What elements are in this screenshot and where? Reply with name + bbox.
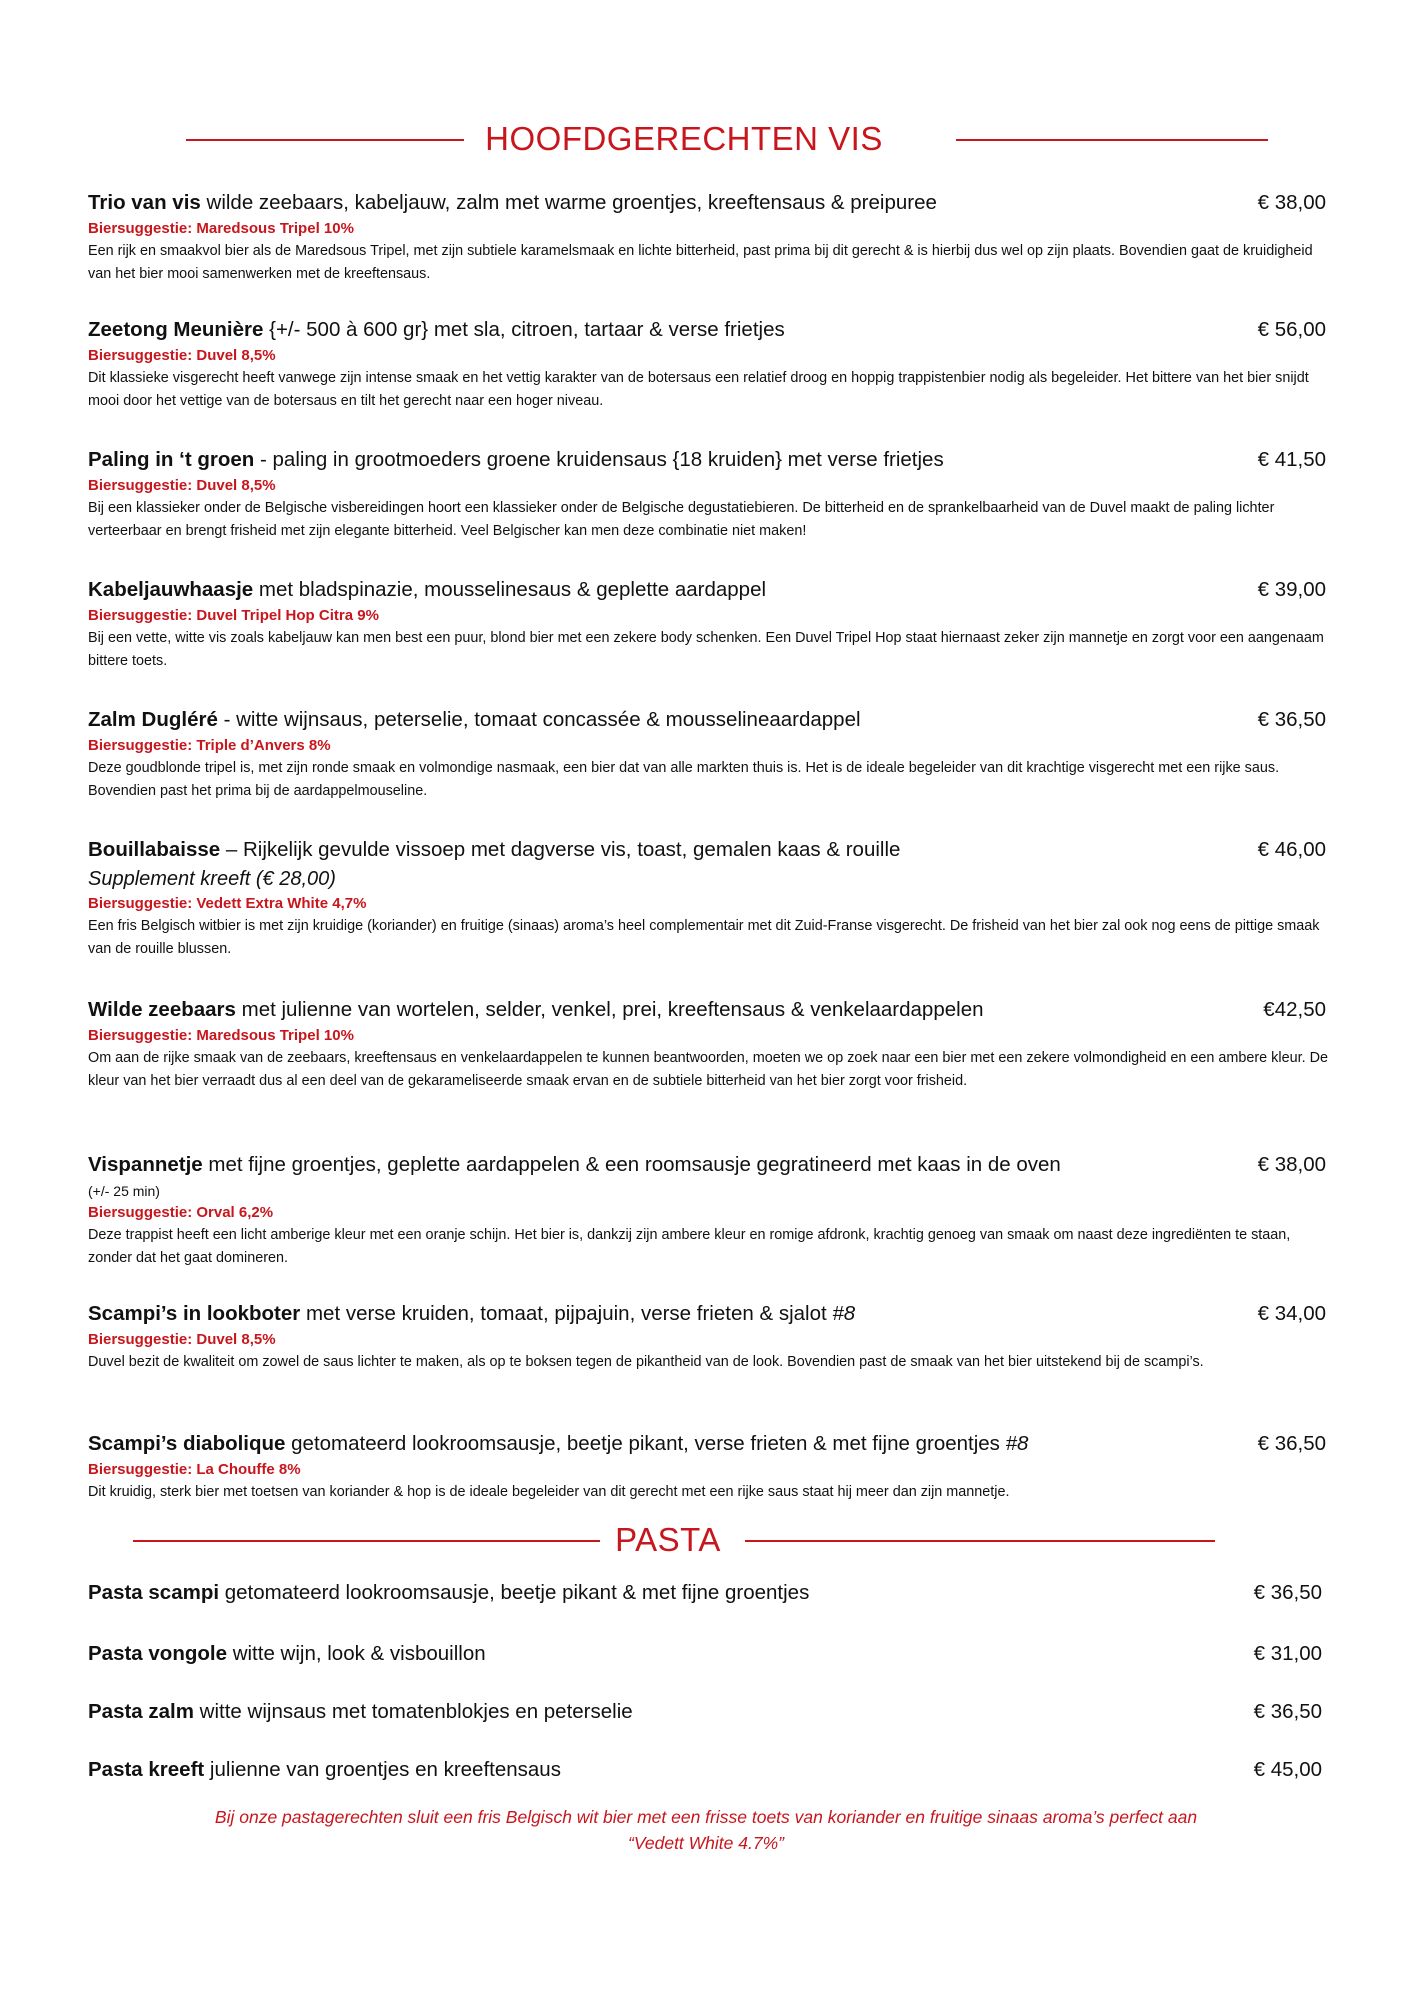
dish-details: {+/- 500 à 600 gr} met sla, citroen, tartaar & verse frietjes: [263, 318, 785, 341]
heading-rule-left: [133, 1540, 600, 1542]
allergen-tag: #8: [1005, 1432, 1029, 1455]
dish-name: Scampi’s diabolique: [88, 1432, 286, 1455]
beer-suggestion: Biersuggestie: Vedett Extra White 4,7%: [88, 895, 367, 912]
dish-title-line: [88, 1697, 1324, 1727]
beer-suggestion: Biersuggestie: Duvel 8,5%: [88, 477, 276, 494]
dish-description: Deze trappist heeft een licht amberige kleur met een oranje schijn. Het bier is, dankzij zijn ambere kleur en romige afdronk, krachtig genoeg van smaak om naast deze ingrediënten te staan, zonder dat het gaat domineren.: [88, 1227, 1291, 1266]
dish-price: € 45,00: [1253, 1758, 1322, 1781]
dish-details: met fijne groentjes, geplette aardappelen & een roomsausje gegratineerd met kaas in de oven: [202, 1153, 1061, 1176]
dish-title-line: [88, 1755, 1324, 1785]
dish-price: € 38,00: [1257, 191, 1326, 214]
beer-suggestion: Biersuggestie: Triple d’Anvers 8%: [88, 737, 331, 754]
dish-details: witte wijn, look & visbouillon: [227, 1642, 486, 1665]
beer-suggestion: Biersuggestie: Maredsous Tripel 10%: [88, 220, 354, 237]
beer-suggestion: Biersuggestie: Duvel 8,5%: [88, 347, 276, 364]
dish-name: Pasta zalm: [88, 1700, 194, 1723]
dish-name: Paling in ‘t groen: [88, 448, 255, 471]
dish-details: - witte wijnsaus, peterselie, tomaat concassée & mousselineaardappel: [217, 708, 861, 731]
heading-rule-right: [745, 1540, 1215, 1542]
dish-scampis-in-lookboter: [88, 1299, 1324, 1374]
beer-suggestion: Biersuggestie: Duvel Tripel Hop Citra 9%: [88, 607, 379, 624]
heading-rule-left: [186, 139, 464, 141]
dish-description: Om aan de rijke smaak van de zeebaars, kreeftensaus en venkelaardappelen te kunnen beantwoorden, moeten we op zoek naar een bier met een zekere volmondigheid en een ambere kleur. De kleur van het bier verraadt dus al een deel van de gekarameliseerde smaak ervan en de subtiele bitterheid van het bier zorgt voor frisheid.: [88, 1050, 1328, 1089]
dish-details: met julienne van wortelen, selder, venkel, prei, kreeftensaus & venkelaardappelen: [235, 998, 984, 1021]
dish-name: Scampi’s in lookboter: [88, 1302, 301, 1325]
dish-name: Pasta vongole: [88, 1642, 227, 1665]
dish-description: Dit klassieke visgerecht heeft vanwege zijn intense smaak en het vettig karakter van de botersaus een relatief droog en hoppig trappistenbier nodig als begeleider. Het bittere van het bier snijdt mooi door het vettige van de botersaus en tilt het gerecht naar een hoger niveau.: [88, 370, 1309, 409]
dish-title-line: [88, 188, 1324, 218]
dish-price: € 36,50: [1253, 1700, 1322, 1723]
dish-title-line: [88, 1639, 1324, 1669]
beer-suggestion: Biersuggestie: Duvel 8,5%: [88, 1331, 276, 1348]
dish-price: € 56,00: [1257, 318, 1326, 341]
dish-description: Deze goudblonde tripel is, met zijn ronde smaak en volmondige nasmaak, een bier dat van alle markten thuis is. Het is de ideale begeleider van dit krachtige visgerecht met een rijke saus. Bovendien past het prima bij de aardappelmouseline.: [88, 760, 1280, 799]
dish-bouillabaisse: [88, 835, 1324, 961]
dish-price: € 46,00: [1257, 838, 1326, 861]
dish-name: Bouillabaisse: [88, 838, 221, 861]
section-title-pasta: PASTA: [615, 1521, 721, 1558]
dish-price: € 31,00: [1253, 1642, 1322, 1665]
section-heading-pasta: [0, 1515, 1412, 1565]
dish-description: Dit kruidig, sterk bier met toetsen van koriander & hop is de ideale begeleider van dit gerecht met een rijke saus staat hij meer dan zijn mannetje.: [88, 1484, 1010, 1500]
dish-description: Bij een klassieker onder de Belgische visbereidingen hoort een klassieker onder de Belgische degustatiebieren. De bitterheid en de sprankelbaarheid van de Duvel maakt de paling lichter verteerbaar en brengt frisheid met zijn elegante bitterheid. Veel Belgischer kan men deze combinatie niet maken!: [88, 500, 1275, 539]
dish-details: witte wijnsaus met tomatenblokjes en peterselie: [193, 1700, 633, 1723]
dish-price: €42,50: [1263, 998, 1326, 1021]
dish-name: Pasta scampi: [88, 1581, 220, 1604]
section-heading-fish: [0, 114, 1412, 164]
dish-name: Trio van vis: [88, 191, 201, 214]
dish-name: Wilde zeebaars: [88, 998, 236, 1021]
dish-price: € 36,50: [1253, 1581, 1322, 1604]
dish-trio-van-vis: [88, 188, 1324, 286]
dish-kabeljauwhaasje: [88, 575, 1324, 673]
dish-description: Een fris Belgisch witbier is met zijn kruidige (koriander) en fruitige (sinaas) aroma’s heel complementair met dit Zuid-Franse visgerecht. De frisheid van het bier zal ook nog eens de pittige smaak van de rouille blussen.: [88, 918, 1320, 957]
dish-title-line: [88, 1150, 1324, 1180]
dish-price: € 36,50: [1257, 708, 1326, 731]
cooking-time-note: (+/- 25 min): [88, 1183, 160, 1199]
dish-pasta-vongole: [88, 1639, 1324, 1669]
dish-price: € 36,50: [1257, 1432, 1326, 1455]
beer-suggestion: Biersuggestie: Maredsous Tripel 10%: [88, 1027, 354, 1044]
dish-description: Bij een vette, witte vis zoals kabeljauw kan men best een puur, blond bier met een zekere body schenken. Een Duvel Tripel Hop staat hiernaast zeker zijn mannetje en zorgt voor een aangenaam bittere toets.: [88, 630, 1324, 669]
dish-paling-in-t-groen: [88, 445, 1324, 543]
dish-price: € 38,00: [1257, 1153, 1326, 1176]
section-title-fish: HOOFDGERECHTEN VIS: [485, 120, 883, 157]
dish-title-line: [88, 315, 1324, 345]
dish-pasta-zalm: [88, 1697, 1324, 1727]
dish-title-line: [88, 445, 1324, 475]
dish-price: € 41,50: [1257, 448, 1326, 471]
allergen-tag: #8: [832, 1302, 856, 1325]
dish-details: - paling in grootmoeders groene kruidensaus {18 kruiden} met verse frietjes: [254, 448, 944, 471]
heading-rule-right: [956, 139, 1268, 141]
dish-name: Vispannetje: [88, 1153, 203, 1176]
dish-title-line: [88, 1578, 1324, 1608]
beer-suggestion: Biersuggestie: Orval 6,2%: [88, 1204, 274, 1221]
dish-price: € 34,00: [1257, 1302, 1326, 1325]
dish-title-line: [88, 995, 1324, 1025]
pasta-beer-note-line2: “Vedett White 4.7%”: [628, 1833, 784, 1853]
dish-details: met bladspinazie, mousselinesaus & geplette aardappel: [253, 578, 767, 601]
dish-details: – Rijkelijk gevulde vissoep met dagverse vis, toast, gemalen kaas & rouille: [220, 838, 901, 861]
dish-name: Pasta kreeft: [88, 1758, 205, 1781]
dish-details: wilde zeebaars, kabeljauw, zalm met warme groentjes, kreeftensaus & preipuree: [200, 191, 937, 214]
dish-description: Duvel bezit de kwaliteit om zowel de saus lichter te maken, als op te boksen tegen de pikantheid van de look. Bovendien past de smaak van het bier uitstekend bij de scampi’s.: [88, 1354, 1204, 1370]
beer-suggestion: Biersuggestie: La Chouffe 8%: [88, 1461, 301, 1478]
dish-pasta-kreeft: [88, 1755, 1324, 1785]
dish-pasta-scampi: [88, 1578, 1324, 1608]
dish-name: Kabeljauwhaasje: [88, 578, 254, 601]
pasta-beer-note: [88, 1804, 1324, 1856]
dish-name: Zeetong Meunière: [88, 318, 264, 341]
dish-title-line: [88, 835, 1324, 865]
dish-title-line: [88, 1299, 1324, 1329]
dish-scampis-diabolique: [88, 1429, 1324, 1504]
pasta-beer-note-line1: Bij onze pastagerechten sluit een fris Belgisch wit bier met een frisse toets van koriander en fruitige sinaas aroma’s perfect aan: [214, 1807, 1198, 1827]
dish-zeetong-meuniere: [88, 315, 1324, 413]
dish-title-line: [88, 1429, 1324, 1459]
dish-description: Een rijk en smaakvol bier als de Maredsous Tripel, met zijn subtiele karamelsmaak en lichte bitterheid, past prima bij dit gerecht & is hierbij dus wel op zijn plaats. Bovendien gaat de kruidigheid van het bier mooi samenwerken met de kreeftensaus.: [88, 243, 1313, 282]
dish-details: getomateerd lookroomsausje, beetje pikant, verse frieten & met fijne groentjes: [285, 1432, 1006, 1455]
dish-details: met verse kruiden, tomaat, pijpajuin, verse frieten & sjalot: [300, 1302, 833, 1325]
dish-price: € 39,00: [1257, 578, 1326, 601]
dish-wilde-zeebaars: [88, 995, 1328, 1093]
supplement-note: Supplement kreeft (€ 28,00): [88, 868, 336, 890]
dish-title-line: [88, 575, 1324, 605]
dish-zalm-duglere: [88, 705, 1324, 803]
dish-title-line: [88, 705, 1324, 735]
dish-details: julienne van groentjes en kreeftensaus: [204, 1758, 561, 1781]
dish-vispannetje: [88, 1150, 1324, 1270]
dish-details: getomateerd lookroomsausje, beetje pikant & met fijne groentjes: [219, 1581, 810, 1604]
dish-name: Zalm Dugléré: [88, 708, 218, 731]
